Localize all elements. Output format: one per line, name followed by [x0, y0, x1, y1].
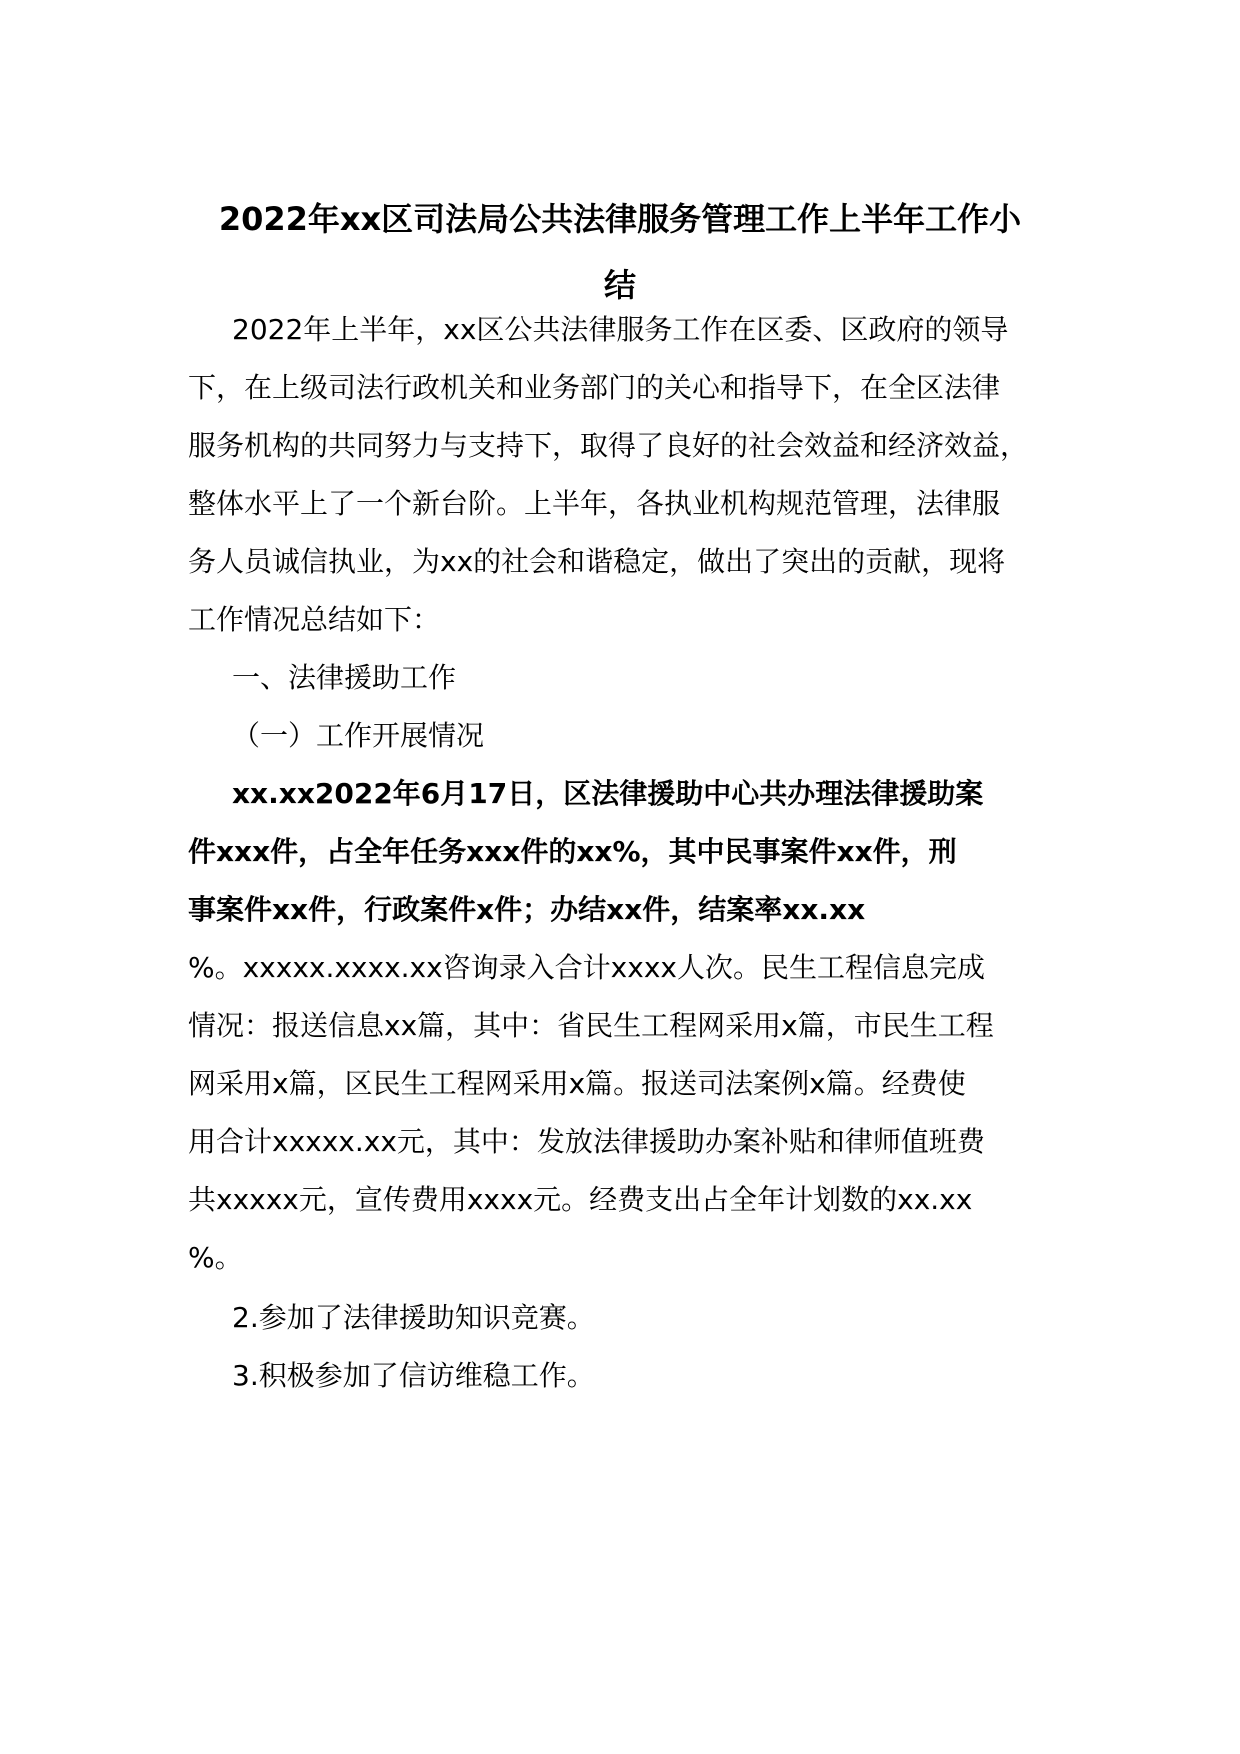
section-1-heading: 一、法律援助工作: [232, 661, 457, 694]
body-line-4: 用合计xxxxx.xx元，其中：发放法律援助办案补贴和律师值班费: [188, 1125, 985, 1158]
body-line-2: 情况：报送信息xx篇，其中：省民生工程网采用x篇，市民生工程: [188, 1009, 994, 1042]
list-item-2: 2.参加了法律援助知识竞赛。: [232, 1301, 595, 1334]
body-line-5: 共xxxxx元，宣传费用xxxx元。经费支出占全年计划数的xx.xx: [188, 1183, 973, 1216]
intro-line-3: 服务机构的共同努力与支持下，取得了良好的社会效益和经济效益，: [188, 429, 1029, 462]
bold-line-3: 事案件xx件，行政案件x件；办结xx件，结案率xx.xx: [188, 893, 866, 926]
body-line-6: %。: [188, 1241, 243, 1274]
intro-line-4: 整体水平上了一个新台阶。上半年，各执业机构规范管理，法律服: [188, 487, 1001, 520]
bold-line-2: 件xxx件，占全年任务xxx件的xx%，其中民事案件xx件，刑: [188, 835, 957, 868]
list-item-3: 3.积极参加了信访维稳工作。: [232, 1359, 595, 1392]
body-line-3: 网采用x篇，区民生工程网采用x篇。报送司法案例x篇。经费使: [188, 1067, 966, 1100]
bold-line-1: xx.xx2022年6月17日，区法律援助中心共办理法律援助案: [232, 777, 984, 810]
document-title: [180, 186, 1060, 318]
title-line-1: 2022年xx区司法局公共法律服务管理工作上半年工作小: [218, 200, 1022, 238]
intro-line-2: 下，在上级司法行政机关和业务部门的关心和指导下，在全区法律: [188, 371, 1001, 404]
body-line-1: %。xxxxx.xxxx.xx咨询录入合计xxxx人次。民生工程信息完成: [188, 951, 985, 984]
intro-line-5: 务人员诚信执业，为xx的社会和谐稳定，做出了突出的贡献，现将: [188, 545, 1006, 578]
intro-line-6: 工作情况总结如下：: [188, 603, 441, 636]
title-line-2: 结: [603, 266, 636, 304]
intro-line-1: 2022年上半年，xx区公共法律服务工作在区委、区政府的领导: [232, 313, 1009, 346]
subsection-1-heading: （一）工作开展情况: [232, 719, 485, 752]
